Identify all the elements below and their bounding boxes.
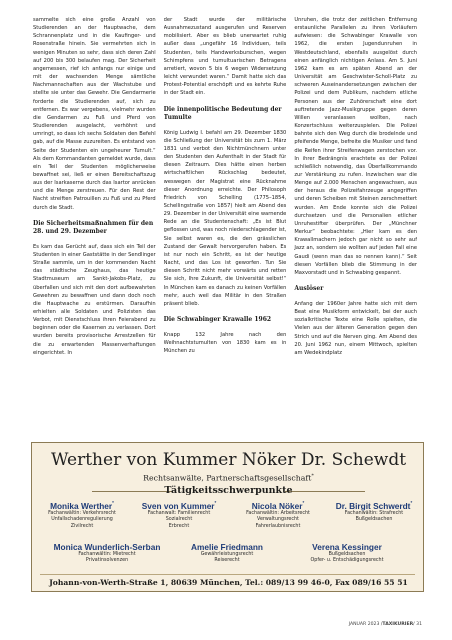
lawyer-name <box>36 501 128 511</box>
lawyer-name-text: Monika Werther <box>50 501 113 511</box>
lawyer-card <box>232 501 324 530</box>
lawyer-name-text: Sven von Kummer <box>141 501 215 511</box>
paragraph: der Stadt wurde der militärische Ausnahmezustand ausgerufen und Reserven mobilisiert. Aber es blieb unerwartet ruhig außer dass „ungefähr 16 Individuen, teils Studenten, teils Handwerksburschen, wegen Schimpfens und tumultuarischen Betragens arretiert, wovon 5 bis 6 wegen Widersetzung leicht verwundet waren.“ Damit hatte sich das Protest-Potential erschöpft und es kehrte Ruhe in der Stadt ein. <box>163 17 287 97</box>
ad-firm-subtitle <box>32 471 425 484</box>
section-heading: Die innenpolitische Bedeutung der Tumulte <box>163 105 282 121</box>
lawyer-specialty: Unfallschadenregulierung <box>51 517 113 523</box>
lawyer-card <box>325 501 423 524</box>
footer-issue: JANUAR 2023 / <box>348 622 383 627</box>
lawyer-name-text: Dr. Birgit Schwerdt <box>335 501 411 511</box>
paragraph: Es kam das Gerücht auf, dass sich ein Teil der Studenten in einer Gaststätte in der Sendlinger Straße sammle, um in der kommenden Nacht das städtische Zeughaus, das heutige Stadtmuseum am Sankt-Jakobs-Platz, zu überfallen und sich mit den dort aufbewahrten Gewehren zu bewaffnen und dann doch noch die Hauptwache zu erstürmen. Daraufhin erhielten alle Soldaten und Polizisten das Verbot, mit Dienstschluss ihren Feierabend zu beginnen oder die Kasernen zu verlassen. Dort wurden bereits provisorische Arrestzellen für die zu erwartenden Massenverhaftungen eingerichtet. In <box>33 243 156 356</box>
lawyer-partner-mark: * <box>214 500 217 505</box>
lawyer-specialty: Verwaltungsrecht <box>257 517 299 523</box>
footer-page: / 31 <box>413 622 422 627</box>
paragraph: Unruhen, die trotz der zeitlichen Entfernung erstaunliche Parallelen zu ihren Vorläufern aufwiesen: die Schwabinger Krawalle von 1962, die ersten Jugendunruhen in Westdeutschland, ebenfalls ausgelöst durch einen anfänglich nichtigen Anlass. Am 5. Juni 1962 kam es am späten Abend an der Universität am Geschwister-Scholl-Platz zu schweren Auseinandersetzungen zwischen der Polizei und dem Publikum, nachdem etliche Personen aus der Zuhörerschaft eine dort auftretende Jazz-Musikgruppe gegen deren Willen veranlassen wollten, nach Konzertschluss weiterzuspielen. Die Polizei bahnte sich den Weg durch die brodelnde und pfeifende Menge, befreite die Musiker und fand die Reifen ihrer Streifenwagen zerstochen vor. In ihrer Bedrängnis erachtete es der Polizei schließlich notwendig, das Überfallkommando zur Verstärkung zu rufen. Inzwischen war die Menge auf 2.000 Menschen angewachsen, aus der heraus die Polizeifahrzeuge angegriffen und deren Scheiben mit Steinen zerschmettert wurden. Am Ende konnte sich die Polizei durchsetzen und die Personalien etlicher Unruhestifter überprüfen. Der „Münchner Merkur“ beobachtete: „Hier kam es den Krawallmachern jedoch gar nicht so sehr auf Jazz an, sondern sie wollten auf jeden Fall eine Gaudi (wenn man das so nennen kann).“ Seit diesen Vorfällen blieb die Stimmung in der Maxvorstadt und in Schwabing gespannt. <box>294 17 418 276</box>
lawyer-specialty: Reiserecht <box>214 558 240 564</box>
article-column-1 <box>33 16 156 436</box>
paragraph: König Ludwig I. befahl am 29. Dezember 1830 die Schließung der Universität bis zum 1. März 1831 und verbot den Nichtmünchnern unter den Studenten den Aufenthalt in der Stadt für diesen Zeitraum. Dies hätte einen herben wirtschaftlichen Rückschlag bedeutet, weswegen der Magistrat eine Rücknahme dieser Anordnung erreichte. Der Philosoph Friedrich von Schelling (1775–1854, Schellingstraße von 1857) hielt am Abend des 29. Dezember in der Universität eine warnende Rede an die Studentenschaft: „Es ist Blut geflossen und, was noch niederschlagender ist, Sie selbst waren es, die den grässlichen Zustand der Gewalt hervorgerufen haben. Es ist nur noch ein Schritt, es ist der heutige Nacht, und das Los ist geworfen. Tun Sie diesen Schritt nicht mehr vorwärts und retten Sie sich, Ihre Zukunft, die Universität selbst!“ In München kam es danach zu keinen Vorfällen mehr, auch weil das Militär in den Straßen präsent blieb. <box>163 129 287 307</box>
lawyer-specialty: Sozialrecht <box>165 517 193 523</box>
lawyer-specialty: Bußgeldsachen <box>355 517 393 523</box>
article-column-2 <box>164 16 287 436</box>
lawyer-card <box>287 542 407 565</box>
paragraph: Anfang der 1960er Jahre hatte sich mit dem Beat eine Musikform entwickelt, bei der auch sozialkritische Texte eine Rolle spielten, die Vielen aus der älteren Generation gegen den Strich und auf die Nerven ging. Am Abend des 20. Juni 1962 nun, einem Mittwoch, spielten am Wedekindplatz <box>294 301 418 356</box>
section-heading: Auslöser <box>294 285 324 292</box>
ad-subtitle-text: Rechtsanwälte, Partnerschaftsgesellschaft <box>143 473 312 483</box>
lawyer-name-text: Amelie Friedmann <box>191 542 263 552</box>
lawyer-specialty: Fachanwältin: Verkehrsrecht <box>48 511 116 516</box>
section-heading: Die Schwabinger Krawalle 1962 <box>163 316 272 323</box>
ad-contact-rule <box>40 574 415 575</box>
lawyer-partner-mark: * <box>302 500 305 505</box>
page-footer <box>349 622 422 628</box>
lawyer-specialty: Opfer- u. Entschädigungsrecht <box>310 558 384 564</box>
lawyer-name-text: Verena Kessinger <box>312 542 382 552</box>
lawyer-specialty: Fachanwältin: Strafrecht <box>344 511 404 516</box>
lawyer-name <box>287 542 407 552</box>
lawyer-name-text: Nicola Nöker <box>251 501 303 511</box>
ad-contact-line: Johann-von-Werth-Straße 1, 80639 München, Tel.: 089/13 99 46-0, Fax 089/16 55 51 <box>49 578 408 587</box>
lawyer-name <box>172 542 282 552</box>
lawyer-specialty: Fahrerlaubnisrecht <box>255 523 301 529</box>
lawyer-specialty: Privatinsolvenzen <box>85 558 129 564</box>
article-columns <box>33 16 417 436</box>
lawyer-name <box>132 501 226 511</box>
lawyer-partner-mark: * <box>112 500 114 505</box>
lawyer-card <box>36 501 128 530</box>
lawyer-specialty: Gewährleistungsrecht <box>200 552 254 557</box>
lawyer-card <box>172 542 282 565</box>
lawyer-specialty: Fachanwältin: Mietrecht <box>78 552 136 557</box>
lawyer-specialty: Fachanwalt: Familienrecht <box>147 511 211 516</box>
lawyer-name <box>232 501 324 511</box>
ad-section-heading: Tätigkeitsschwerpunkte <box>164 485 293 496</box>
lawyer-specialty: Bußgeldsachen <box>328 552 366 557</box>
footer-brand: TAXIKURIER <box>382 622 414 627</box>
article-column-3 <box>294 16 417 436</box>
lawyer-specialty: Fachanwältin: Arbeitsrecht <box>246 511 310 516</box>
lawyer-specialty: Zivilrecht <box>70 523 94 529</box>
lawyer-name <box>325 501 423 511</box>
law-firm-advertisement <box>31 442 424 592</box>
ad-subtitle-mark: * <box>311 473 314 479</box>
ad-firm-name: Werther von Kummer Nöker Dr. Schewdt <box>50 450 407 470</box>
lawyer-card <box>132 501 226 530</box>
lawyer-partner-mark: * <box>410 500 413 505</box>
lawyer-name <box>42 542 172 552</box>
lawyer-specialty: Erbrecht <box>168 523 190 529</box>
paragraph: sammelte sich eine große Anzahl von Studierenden an der Hauptwache, dem Schrannenplatz und in die Kaufinger- und Rosenstraße hinein. Sie vermehrten sich in wenigen Minuten so sehr, dass sich deren Zahl auf 200 bis 300 belaufen mag. Der Sicherheit angemessen, rief ich anfangs nur einige und mit der wachsenden Menge sämtliche Nachmannschaften aus der Wachstube und stellte sie unter das Gewehr. Die Gendarmerie forderte die Studierenden auf, sich zu entfernen. Es war vergebens, vielmehr wurden die Gendarmen zu Fuß und Pferd von Studierenden ausgelacht, verhöhnt und umringt, so dass ich sechs Soldaten den Befehl gab, auf die Masse zuzureiten. Es entstand von Seite der Studenten ein ungeheurer Tumult.“ Als dem Kommandanten gemeldet wurde, dass ein Teil der Studenten möglicherweise bewaffnet sei, ließ er einen Bereitschaftszug aus der Isarkaserne durch das Isartor anrücken und die Menge zerstreuen. Für den Rest der Nacht streiften Patrouillen zu Fuß und zu Pferd durch die Stadt. <box>33 17 156 211</box>
lawyer-card <box>42 542 172 565</box>
paragraph: Knapp 132 Jahre nach den Weihnachtstumulten von 1830 kam es in München zu <box>163 332 287 355</box>
section-heading: Die Sicherheitsmaßnahmen für den 28. und 29. Dezember <box>33 219 154 235</box>
lawyer-name-text: Monica Wunderlich-Serban <box>53 542 161 552</box>
